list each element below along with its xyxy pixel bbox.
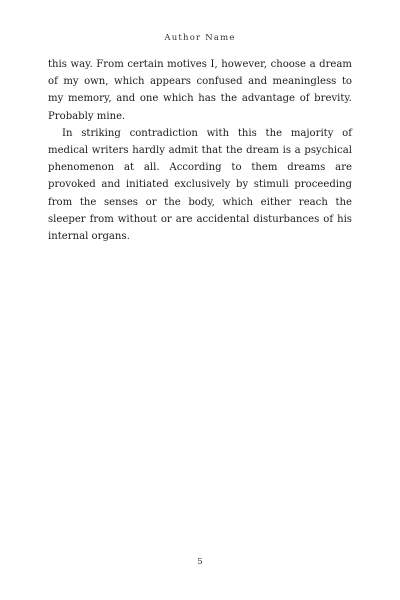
paragraph-continued: this way. From certain motives I, however, choose a dream of my own, which appears confused and meaningless to my memory, and one which has the advantage of brevity. Probably mine. — [48, 59, 352, 122]
paragraph: In striking contradiction with this the majority of medical writers hardly admit that the dream is a psychical phenomenon at all. According to them dreams are provoked and initiated exclusively by stimuli proceeding from the senses or the body, which either reach the sleeper from without or are accidental disturbances of his internal organs. — [48, 127, 352, 243]
body-text — [48, 56, 352, 245]
page-number: 5 — [197, 557, 203, 567]
running-head: Author Name — [164, 33, 236, 43]
